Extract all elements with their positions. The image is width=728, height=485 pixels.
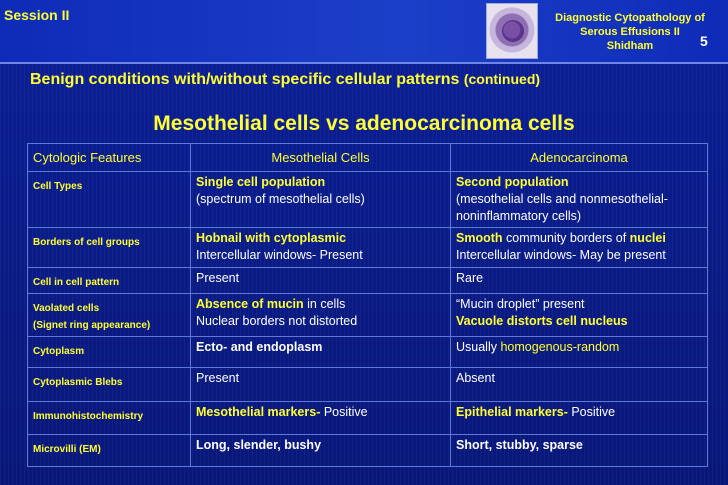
header-adenocarcinoma: Adenocarcinoma <box>451 144 708 172</box>
cell-micrograph-thumbnail-icon <box>486 3 538 59</box>
cell-text: in cells <box>303 297 346 311</box>
adenocarcinoma-cell <box>451 402 708 435</box>
mesothelial-cell <box>191 228 451 268</box>
table-row <box>28 402 708 435</box>
header-divider <box>0 62 728 64</box>
table-row <box>28 435 708 467</box>
cell-text: Intercellular windows- May be present <box>456 248 666 262</box>
cell-text: Positive <box>320 405 368 419</box>
table-row <box>28 228 708 268</box>
course-line-2: Serous Effusions II <box>580 26 680 38</box>
cell-text: (Signet ring appearance) <box>33 320 151 331</box>
page-number: 5 <box>700 33 708 49</box>
cell-text: Smooth <box>456 231 503 245</box>
cell-text: Positive <box>567 405 616 419</box>
mesothelial-cell: Ecto- and endoplasm <box>191 337 451 368</box>
cell-text: Mesothelial markers- <box>196 405 321 419</box>
mesothelial-cell <box>191 172 451 228</box>
subtitle-suffix: (continued) <box>463 71 541 87</box>
adenocarcinoma-cell: Short, stubby, sparse <box>451 435 708 467</box>
cell-text: Hobnail with cytoplasmic <box>196 231 347 245</box>
feature-cell: Cytoplasm <box>28 337 191 368</box>
table-row <box>28 368 708 402</box>
cell-text: homogenous-random <box>500 340 620 354</box>
session-label: Session II <box>4 7 70 23</box>
feature-cell: Cell in cell pattern <box>28 268 191 294</box>
cell-text: Single cell population <box>196 175 326 189</box>
feature-cell: Microvilli (EM) <box>28 435 191 467</box>
title-part-1: Mesothelial cells <box>153 112 321 135</box>
mesothelial-cell: Long, slender, bushy <box>191 435 451 467</box>
course-line-3: Shidham <box>606 40 654 52</box>
subtitle-main: Benign conditions with/without specific cellular patterns <box>30 71 460 88</box>
adenocarcinoma-cell <box>451 172 708 228</box>
table-header-row <box>28 144 708 172</box>
section-subtitle <box>30 71 540 89</box>
cell-text: Vacuole distorts cell nucleus <box>456 314 628 328</box>
adenocarcinoma-cell <box>451 228 708 268</box>
cell-nucleus <box>502 20 524 42</box>
cell-text: Epithelial markers- <box>456 405 568 419</box>
course-line-1: Diagnostic Cytopathology of <box>555 12 705 24</box>
course-title <box>540 11 720 53</box>
cell-line <box>456 230 702 247</box>
mesothelial-cell <box>191 402 451 435</box>
cell-text: community borders of <box>502 231 630 245</box>
table-row <box>28 337 708 368</box>
feature-cell: Borders of cell groups <box>28 228 191 268</box>
cell-text: Second population <box>456 175 569 189</box>
cell-line <box>196 296 445 313</box>
title-vs: vs <box>326 112 350 135</box>
header-cytologic-features: Cytologic Features <box>28 144 191 172</box>
table-row <box>28 268 708 294</box>
table-row <box>28 294 708 337</box>
mesothelial-cell: Present <box>191 268 451 294</box>
feature-cell <box>28 294 191 337</box>
adenocarcinoma-cell <box>451 294 708 337</box>
cell-text: Nuclear borders not distorted <box>196 314 358 328</box>
cell-text: nuclei <box>629 231 666 245</box>
feature-cell: Immunohistochemistry <box>28 402 191 435</box>
cell-text: Vaolated cells <box>33 303 100 314</box>
cell-text: Usually <box>456 340 501 354</box>
cell-text: “Mucin droplet” present <box>456 297 585 311</box>
cell-text: (mesothelial cells and nonmesothelial-noninflammatory cells) <box>456 192 668 223</box>
title-part-2: adenocarcinoma cells <box>355 112 575 135</box>
adenocarcinoma-cell: Absent <box>451 368 708 402</box>
feature-cell: Cytoplasmic Blebs <box>28 368 191 402</box>
adenocarcinoma-cell: Rare <box>451 268 708 294</box>
cell-text: Absence of mucin <box>196 297 304 311</box>
cell-text: (spectrum of mesothelial cells) <box>196 192 365 206</box>
feature-cell: Cell Types <box>28 172 191 228</box>
slide-title <box>0 112 728 136</box>
header-mesothelial-cells: Mesothelial Cells <box>191 144 451 172</box>
mesothelial-cell: Present <box>191 368 451 402</box>
mesothelial-cell <box>191 294 451 337</box>
adenocarcinoma-cell <box>451 337 708 368</box>
comparison-table <box>27 143 708 467</box>
table-row <box>28 172 708 228</box>
cell-text: Intercellular windows- Present <box>196 248 363 262</box>
